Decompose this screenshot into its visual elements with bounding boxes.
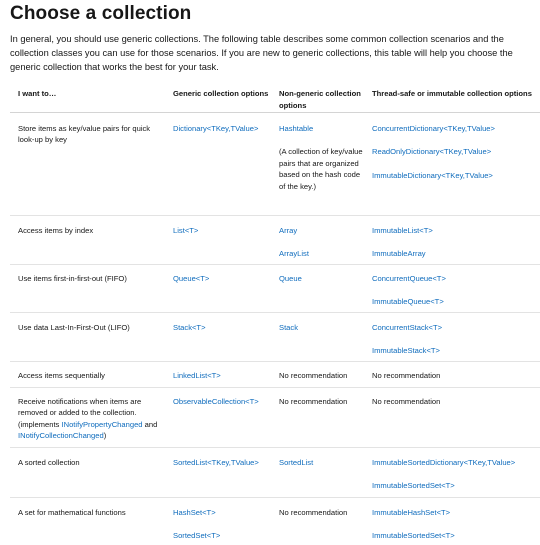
immutable-queue-link[interactable]: ImmutableQueue<T> bbox=[372, 297, 444, 306]
sortedset-link[interactable]: SortedSet<T> bbox=[173, 531, 221, 540]
immutable-sortedset-link[interactable]: ImmutableSortedSet<T> bbox=[372, 481, 455, 490]
observablecollection-link[interactable]: ObservableCollection<T> bbox=[173, 396, 259, 406]
immutable-stack-link[interactable]: ImmutableStack<T> bbox=[372, 346, 440, 355]
collections-table bbox=[10, 79, 540, 545]
scenario-text: Access items sequentially bbox=[18, 370, 105, 380]
table-row bbox=[10, 264, 540, 312]
table-header-row bbox=[10, 79, 540, 112]
queue-link[interactable]: Queue bbox=[279, 273, 302, 283]
sortedlist-generic-link[interactable]: SortedList<TKey,TValue> bbox=[173, 457, 259, 467]
scenario-text: Use data Last-In-First-Out (LIFO) bbox=[18, 322, 130, 332]
immutable-list-link[interactable]: ImmutableList<T> bbox=[372, 225, 433, 235]
queue-generic-link[interactable]: Queue<T> bbox=[173, 273, 210, 283]
array-link[interactable]: Array bbox=[279, 225, 298, 235]
hashtable-link[interactable]: Hashtable bbox=[279, 123, 314, 133]
inotifypropertychanged-link[interactable]: INotifyPropertyChanged bbox=[61, 419, 143, 429]
stack-generic-link[interactable]: Stack<T> bbox=[173, 322, 206, 332]
table-row bbox=[10, 361, 540, 387]
concurrent-queue-link[interactable]: ConcurrentQueue<T> bbox=[372, 273, 446, 283]
dictionary-link[interactable]: Dictionary<TKey,TValue> bbox=[173, 123, 259, 133]
table-row bbox=[10, 215, 540, 264]
scenario-text: Receive notifications when items are removed or added to the collection. (implements INotifyPropertyChanged and INotifyCollectionChanged) bbox=[18, 396, 158, 440]
no-recommendation-text: No recommendation bbox=[372, 370, 441, 380]
table-row bbox=[10, 312, 540, 361]
immutable-sorted-dictionary-link[interactable]: ImmutableSortedDictionary<TKey,TValue> bbox=[372, 457, 516, 467]
table-row bbox=[10, 447, 540, 497]
no-recommendation-text: No recommendation bbox=[372, 396, 441, 406]
concurrent-stack-link[interactable]: ConcurrentStack<T> bbox=[372, 322, 443, 332]
column-header-threadsafe: Thread-safe or immutable collection options bbox=[372, 89, 532, 98]
immutable-sortedset-link-2[interactable]: ImmutableSortedSet<T> bbox=[372, 531, 455, 540]
scenario-text: A sorted collection bbox=[18, 457, 80, 467]
column-header-want: I want to… bbox=[18, 89, 57, 98]
stack-link[interactable]: Stack bbox=[279, 322, 298, 332]
readonly-dictionary-link[interactable]: ReadOnlyDictionary<TKey,TValue> bbox=[372, 147, 492, 156]
scenario-text: Use items first-in-first-out (FIFO) bbox=[18, 273, 127, 283]
column-header-nongeneric: Non-generic collection options bbox=[279, 89, 361, 110]
immutable-dictionary-link[interactable]: ImmutableDictionary<TKey,TValue> bbox=[372, 170, 493, 180]
scenario-text: Access items by index bbox=[18, 225, 94, 235]
no-recommendation-text: No recommendation bbox=[279, 396, 348, 406]
immutable-hashset-link[interactable]: ImmutableHashSet<T> bbox=[372, 507, 451, 517]
linkedlist-link[interactable]: LinkedList<T> bbox=[173, 370, 221, 380]
arraylist-link[interactable]: ArrayList bbox=[279, 249, 309, 258]
table-row bbox=[10, 112, 540, 215]
page-title: Choose a collection bbox=[10, 3, 192, 24]
inotifycollectionchanged-link[interactable]: INotifyCollectionChanged bbox=[18, 431, 104, 440]
no-recommendation-text: No recommendation bbox=[279, 370, 348, 380]
table-row bbox=[10, 387, 540, 447]
column-header-generic: Generic collection options bbox=[173, 89, 269, 98]
intro-paragraph: In general, you should use generic collections. The following table describes some common collection scenarios and the collection classes you can use for those scenarios. If you are new to generic collections, this table will help you choose the generic collection that works the best for your task. bbox=[10, 34, 513, 72]
hashtable-note: (A collection of key/value pairs that are organized based on the hash code of the key.) bbox=[279, 147, 363, 191]
sortedlist-link[interactable]: SortedList bbox=[279, 457, 314, 467]
immutable-array-link[interactable]: ImmutableArray bbox=[372, 249, 426, 258]
concurrent-dictionary-link[interactable]: ConcurrentDictionary<TKey,TValue> bbox=[372, 123, 495, 133]
list-link[interactable]: List<T> bbox=[173, 225, 199, 235]
scenario-text: A set for mathematical functions bbox=[18, 507, 126, 517]
no-recommendation-text: No recommendation bbox=[279, 507, 348, 517]
hashset-link[interactable]: HashSet<T> bbox=[173, 507, 216, 517]
scenario-text: Store items as key/value pairs for quick look-up by key bbox=[18, 123, 151, 144]
